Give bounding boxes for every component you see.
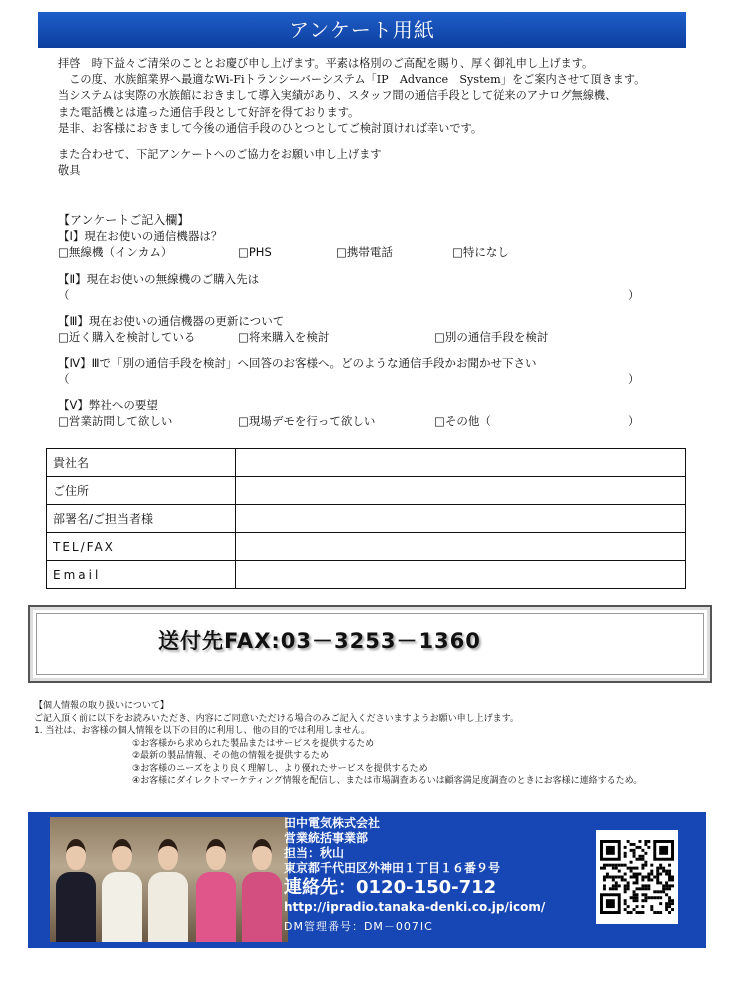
table-row [47,477,686,505]
question-label: 【Ⅲ】現在お使いの通信機器の更新について [58,314,285,328]
question-5 [58,397,658,429]
paren-open: （ [58,288,70,302]
table-row [47,449,686,477]
company-footer [28,812,706,948]
privacy-policy [34,700,724,788]
intro-letter [58,56,698,179]
paren-close: ） [628,372,640,386]
company-address: 東京都千代田区外神田１丁目１６番９号 [284,861,501,875]
company-name-field[interactable] [236,449,686,477]
privacy-purpose: ②最新の製品情報、その他の情報を提供するため [132,751,330,761]
intro-line: 当システムは実際の水族館におきまして導入実績があり、スタッフ間の通信手段として従来のアナログ無線機、 [58,89,617,103]
option-checkbox[interactable]: □現場デモを行って欲しい [238,414,376,428]
table-row [47,561,686,589]
question-3 [58,313,658,345]
option-checkbox[interactable]: □携帯電話 [336,245,393,259]
privacy-purpose: ④お客様にダイレクトマーケティング情報を配信し、または市場調査あるいは顧客満足度調査のときにお客様に連絡するため。 [132,776,643,786]
page-title: アンケート用紙 [38,12,686,48]
option-checkbox[interactable]: □PHS [238,245,272,259]
question-1 [58,228,658,260]
privacy-item: 1. 当社は、お客様の個人情報を以下の目的に利用し、他の目的では利用しません。 [34,726,370,736]
staff-figure [196,839,236,942]
staff-figure [102,839,142,942]
address-field[interactable] [236,477,686,505]
question-4 [58,355,658,387]
answer-field[interactable] [58,371,658,387]
table-row [47,533,686,561]
paren-open: （ [58,372,70,386]
website-link[interactable]: http://ipradio.tanaka-denki.co.jp/icom/ [284,900,546,914]
option-checkbox[interactable]: □無線機（インカム） [58,245,173,259]
company-info [284,816,545,934]
phone-number[interactable]: 連絡先：0120-150-712 [284,877,497,898]
staff-figure [242,839,282,942]
question-label: 【Ⅰ】現在お使いの通信機器は？ [58,229,223,243]
privacy-purpose: ①お客様から求められた製品またはサービスを提供するため [132,738,375,749]
option-checkbox[interactable]: □営業訪問して欲しい [58,414,173,428]
staff-figure [148,839,188,942]
privacy-purpose: ③お客様のニーズをより良く理解し、より優れたサービスを提供するため [132,763,428,774]
question-label: 【Ⅴ】弊社への要望 [58,398,158,412]
email-field[interactable] [236,561,686,589]
address-label: ご住所 [47,477,236,505]
fax-destination-box [28,605,712,683]
intro-line: また合わせて、下記アンケートへのご協力をお願い申し上げます [58,148,382,162]
option-checkbox[interactable]: □特になし [452,245,509,259]
fax-number: 送付先FAX:03－3253－1360 [158,629,481,653]
option-checkbox[interactable]: □その他（ [434,414,491,428]
company-name: 田中電気株式会社 [284,816,381,830]
answer-field[interactable] [58,287,658,303]
staff-photo [50,817,288,942]
staff-figure [56,839,96,942]
company-name-label: 貴社名 [47,449,236,477]
dm-number: DM管理番号：DM－007IC [284,920,433,933]
paren-close: ） [628,414,640,428]
customer-info-table [46,448,686,589]
intro-line: また電話機とは違った通信手段として好評を得ております。 [58,105,360,119]
survey-heading: 【アンケートご記入欄】 [58,213,190,227]
department-contact-label: 部署名/ご担当者様 [47,505,236,533]
intro-closing: 敬具 [58,164,81,178]
option-checkbox[interactable]: □将来購入を検討 [238,330,330,344]
tel-fax-field[interactable] [236,533,686,561]
privacy-title: 【個人情報の取り扱いについて】 [34,701,169,711]
intro-line: 拝啓 時下益々ご清栄のこととお慶び申し上げます。平素は格別のご高配を賜り、厚く御礼申し上げます。 [58,57,594,70]
qr-code-icon [596,830,678,924]
intro-line: この度、水族館業界へ最適なWi-Fiトランシーバーシステム「IP Advance System」をご案内させて頂きます。 [58,73,646,87]
table-row [47,505,686,533]
qr-code-graphic [600,840,674,914]
privacy-lead: ご記入頂く前に以下をお読みいただき、内容にご同意いただける場合のみご記入くださいますようお願い申し上げます。 [34,713,519,724]
contact-person: 担当：秋山 [284,846,345,860]
tel-fax-label: TEL/FAX [47,533,236,561]
question-label: 【Ⅳ】Ⅲで「別の通信手段を検討」へ回答のお客様へ。どのような通信手段かお聞かせ下さい [58,356,537,370]
department-name: 営業統括事業部 [284,831,369,845]
question-2 [58,271,658,303]
email-label: Email [47,561,236,589]
option-checkbox[interactable]: □別の通信手段を検討 [434,330,549,344]
option-checkbox[interactable]: □近く購入を検討している [58,330,196,344]
paren-close: ） [628,288,640,302]
intro-line: 是非、お客様におきまして今後の通信手段のひとつとしてご検討頂ければ幸いです。 [58,121,483,135]
question-label: 【Ⅱ】現在お使いの無線機のご購入先は [58,272,260,286]
survey-section [58,212,658,429]
department-contact-field[interactable] [236,505,686,533]
